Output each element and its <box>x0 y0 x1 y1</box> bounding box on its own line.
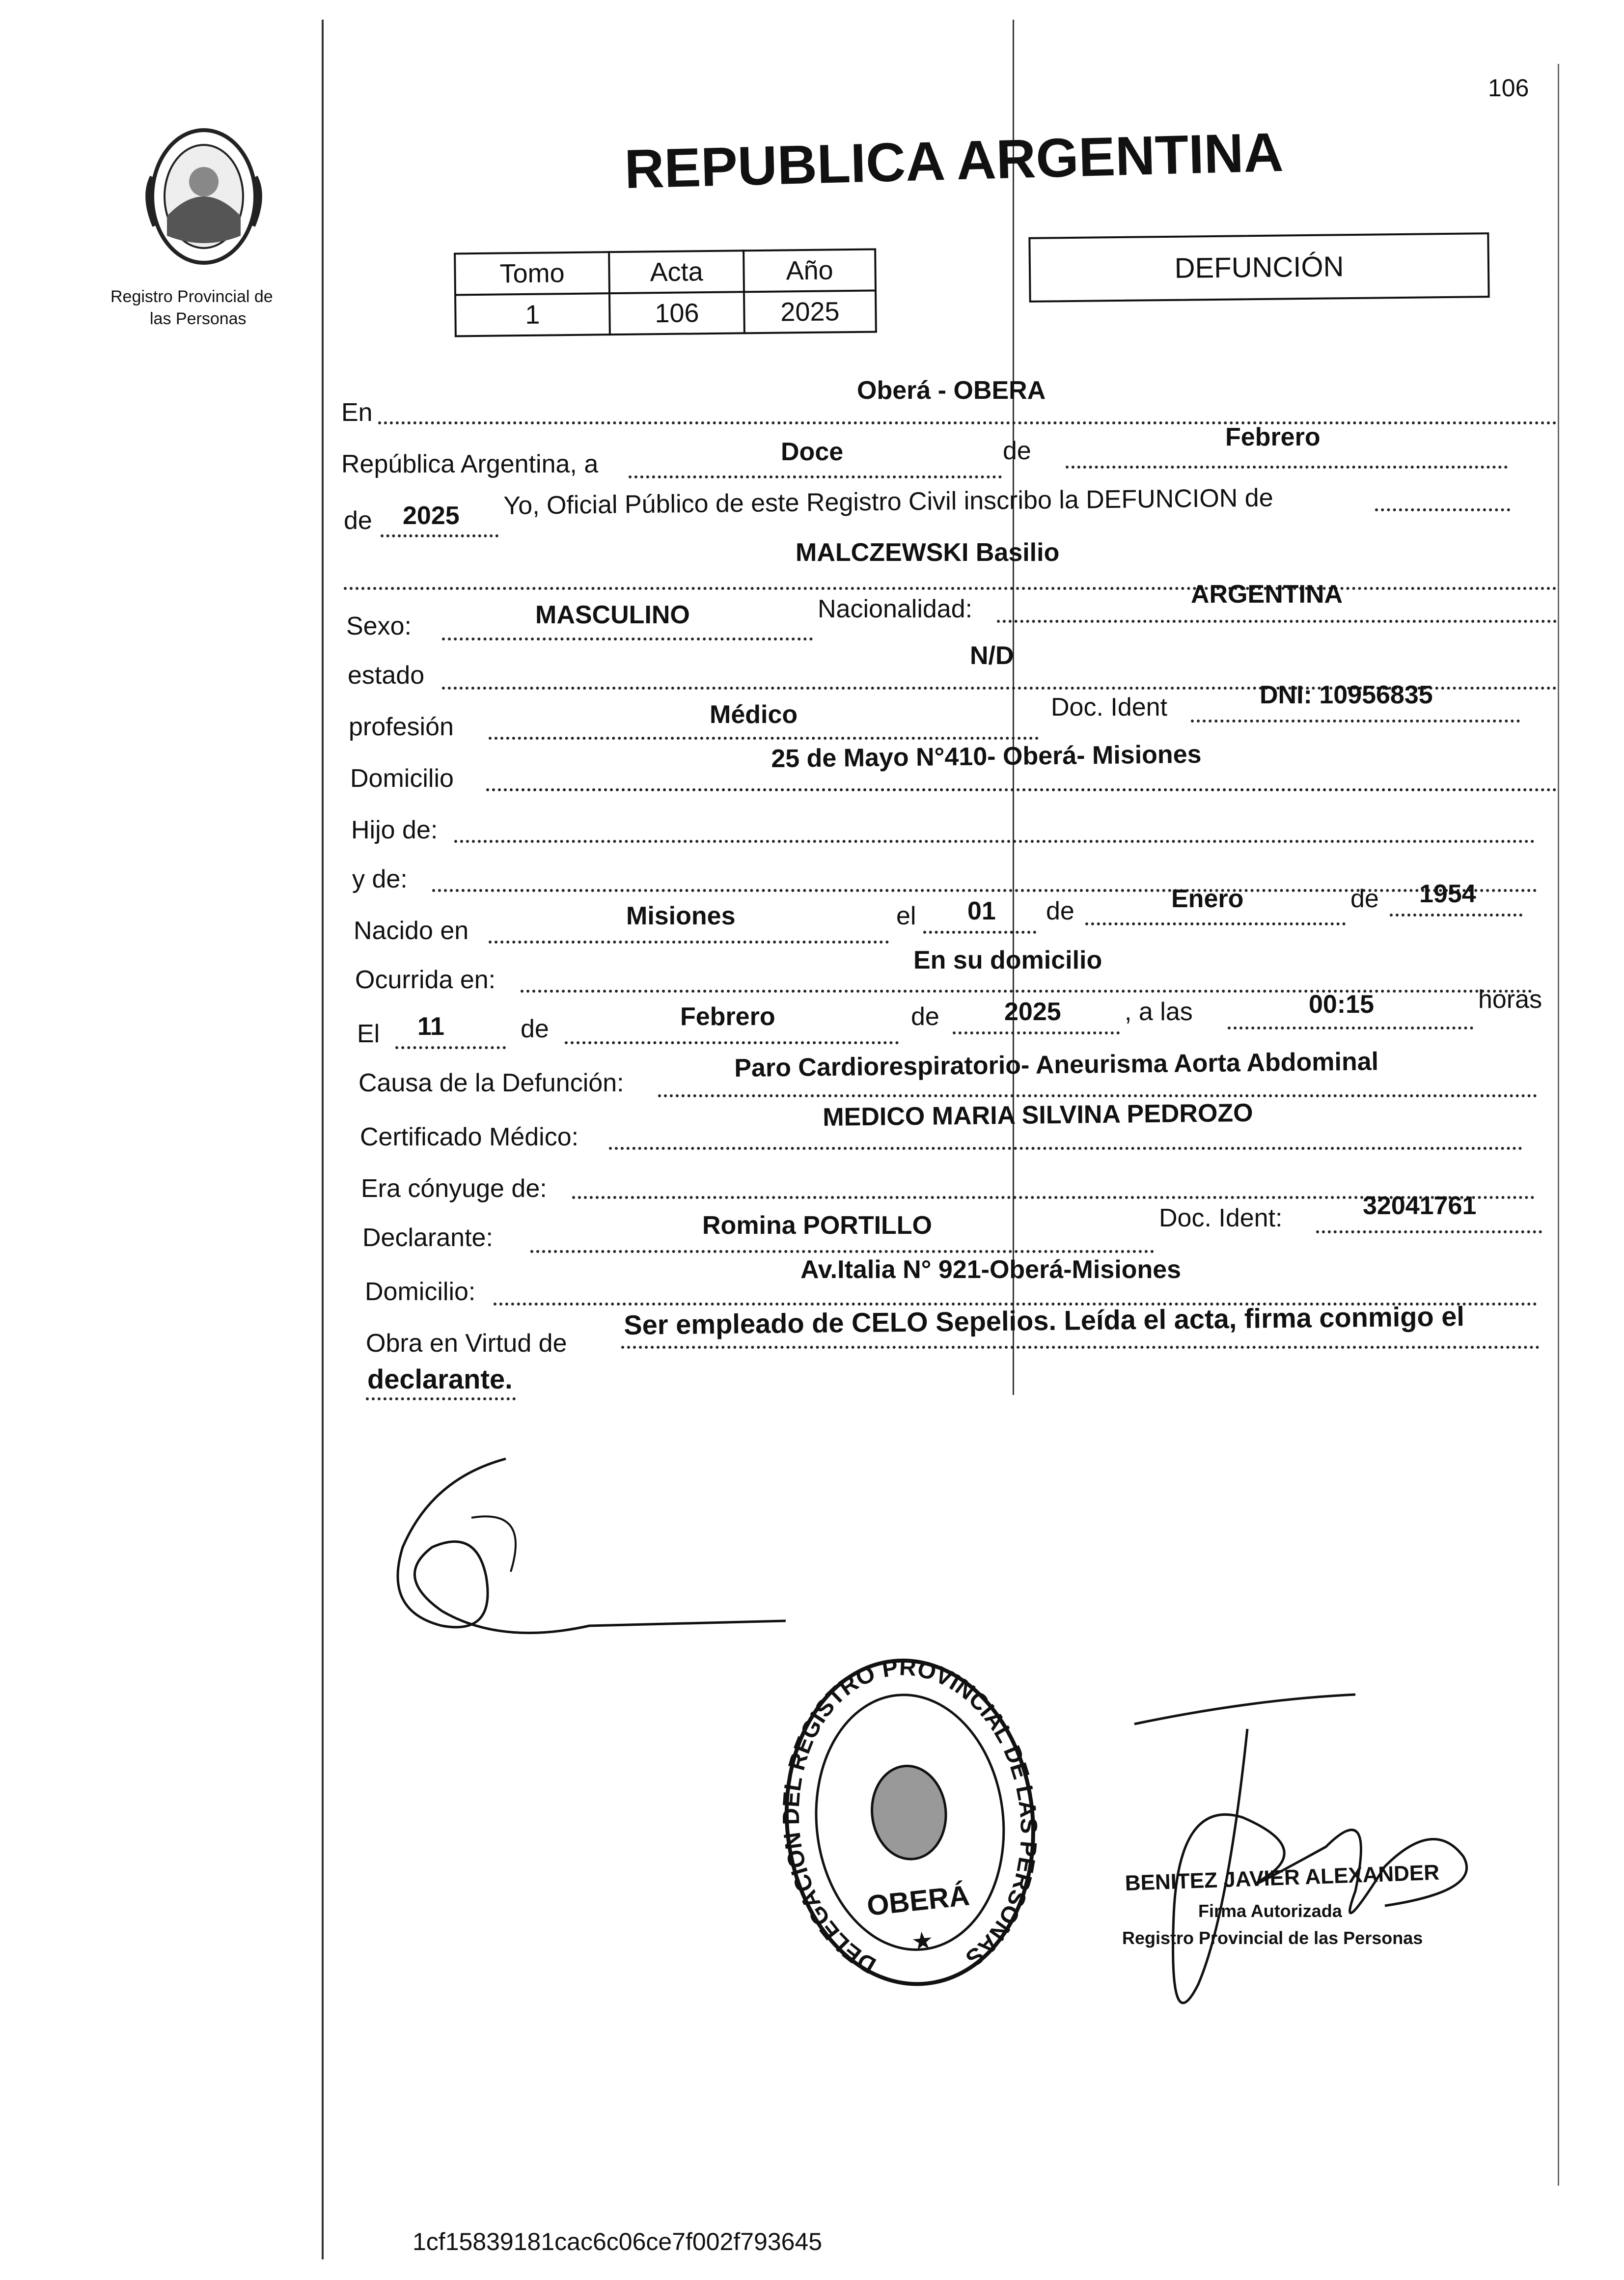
profesion-value: Médico <box>710 700 798 729</box>
causa-label: Causa de la Defunción: <box>358 1069 624 1097</box>
ocurrida-label: Ocurrida en: <box>355 966 496 994</box>
domicilio-label: Domicilio <box>350 764 454 793</box>
a-las-label: , a las <box>1125 998 1193 1026</box>
de-birth-year-label: de <box>1350 885 1379 913</box>
official-line3: Registro Provincial de las Personas <box>1122 1928 1423 1948</box>
estado-label: estado <box>348 661 425 690</box>
right-margin-line <box>1558 64 1559 2186</box>
year-value: 2025 <box>403 501 460 530</box>
provincial-seal-icon <box>142 118 265 270</box>
domicilio2-label: Domicilio: <box>365 1278 476 1306</box>
registry-line1: Registro Provincial de <box>110 287 273 306</box>
star-icon: ★ <box>910 1926 935 1956</box>
month-value: Febrero <box>1225 423 1321 451</box>
y-de-label: y de: <box>352 865 408 893</box>
birth-year: 1954 <box>1419 880 1476 908</box>
causa-value: Paro Cardiorespiratorio- Aneurisma Aorta Abdominal <box>734 1047 1379 1083</box>
footer-hash: 1cf15839181cac6c06ce7f002f793645 <box>413 2228 823 2255</box>
de-death-year-label: de <box>911 1002 939 1031</box>
name-value: MALCZEWSKI Basilio <box>796 538 1060 567</box>
birth-month: Enero <box>1171 885 1244 913</box>
obra-label: Obra en Virtud de <box>366 1329 567 1358</box>
nacionalidad-label: Nacionalidad: <box>818 595 973 623</box>
declarante-label: Declarante: <box>362 1223 493 1252</box>
registry-line2: las Personas <box>150 309 247 328</box>
el-label: el <box>896 902 916 930</box>
birth-day: 01 <box>967 897 996 925</box>
certificado-value: MEDICO MARIA SILVINA PEDROZO <box>823 1098 1253 1132</box>
record-table <box>454 249 877 337</box>
en-value: Oberá - OBERA <box>857 376 1046 405</box>
doc-type-box <box>1028 232 1489 303</box>
acta-value: 106 <box>609 292 744 334</box>
estado-value: N/D <box>970 641 1014 670</box>
stamp-center-text: OBERÁ <box>865 1879 971 1922</box>
death-year: 2025 <box>1004 998 1061 1026</box>
death-time: 00:15 <box>1309 990 1374 1019</box>
obra-value-line2: declarante. <box>367 1363 513 1394</box>
declarante-value: Romina PORTILLO <box>702 1211 932 1240</box>
nacido-value: Misiones <box>626 902 736 930</box>
center-fold-line <box>1013 20 1014 1395</box>
obra-value-line1: Ser empleado de CELO Sepelios. Leída el acta, firma conmigo el <box>624 1301 1465 1340</box>
doc-type: DEFUNCIÓN <box>1174 250 1344 284</box>
page-number: 106 <box>1488 74 1529 102</box>
profesion-label: profesión <box>349 713 454 741</box>
official-stamp-icon <box>763 1642 1059 2021</box>
official-stamp <box>763 1642 1059 2021</box>
death-month: Febrero <box>680 1002 775 1031</box>
declarant-signature-icon <box>383 1449 800 1685</box>
doc-ident2-label: Doc. Ident: <box>1159 1204 1283 1232</box>
domicilio2-value: Av.Italia N° 921-Oberá-Misiones <box>800 1255 1182 1284</box>
ocurrida-value: En su domicilio <box>913 946 1102 974</box>
official-name: BENITEZ JAVIER ALEXANDER <box>1125 1860 1440 1895</box>
left-margin-line <box>322 20 324 2259</box>
day-value: Doce <box>781 438 844 466</box>
tomo-header: Tomo <box>455 252 609 295</box>
death-day: 11 <box>417 1012 444 1041</box>
nacido-label: Nacido en <box>354 917 469 945</box>
de-year-label: de <box>344 506 372 535</box>
provincial-seal <box>142 118 265 270</box>
doc-ident-value: DNI: 10956835 <box>1260 681 1433 709</box>
de-death-label: de <box>521 1015 549 1043</box>
official-line2: Firma Autorizada <box>1198 1901 1342 1921</box>
doc-ident-label: Doc. Ident <box>1051 693 1168 722</box>
conyuge-label: Era cónyuge de: <box>361 1174 547 1203</box>
en-label: En <box>341 398 373 427</box>
certificado-label: Certificado Médico: <box>360 1123 579 1151</box>
de-birth-label: de <box>1046 897 1074 925</box>
sexo-label: Sexo: <box>346 612 412 640</box>
tomo-value: 1 <box>455 293 610 336</box>
anio-header: Año <box>743 250 876 292</box>
anio-value: 2025 <box>744 291 876 334</box>
oficial-text: Yo, Oficial Público de este Registro Civil inscribo la DEFUNCION de <box>503 483 1273 520</box>
acta-header: Acta <box>609 250 744 293</box>
de-label: de <box>1003 437 1031 465</box>
declarant-signature <box>383 1449 800 1685</box>
el2-label: El <box>357 1020 380 1048</box>
horas-label: horas <box>1478 985 1542 1014</box>
country-title: REPUBLICA ARGENTINA <box>624 121 1284 200</box>
nacionalidad-value: ARGENTINA <box>1191 580 1343 609</box>
republica-label: República Argentina, a <box>341 450 599 478</box>
stamp-ring-text: DELEGACION DEL REGISTRO PROVINCIAL DE LAS PERSONAS <box>778 1654 1042 1978</box>
hijo-label: Hijo de: <box>351 816 438 844</box>
sexo-value: MASCULINO <box>535 601 690 629</box>
domicilio-value: 25 de Mayo N°410- Oberá- Misiones <box>771 740 1202 773</box>
doc-ident2-value: 32041761 <box>1363 1192 1477 1220</box>
